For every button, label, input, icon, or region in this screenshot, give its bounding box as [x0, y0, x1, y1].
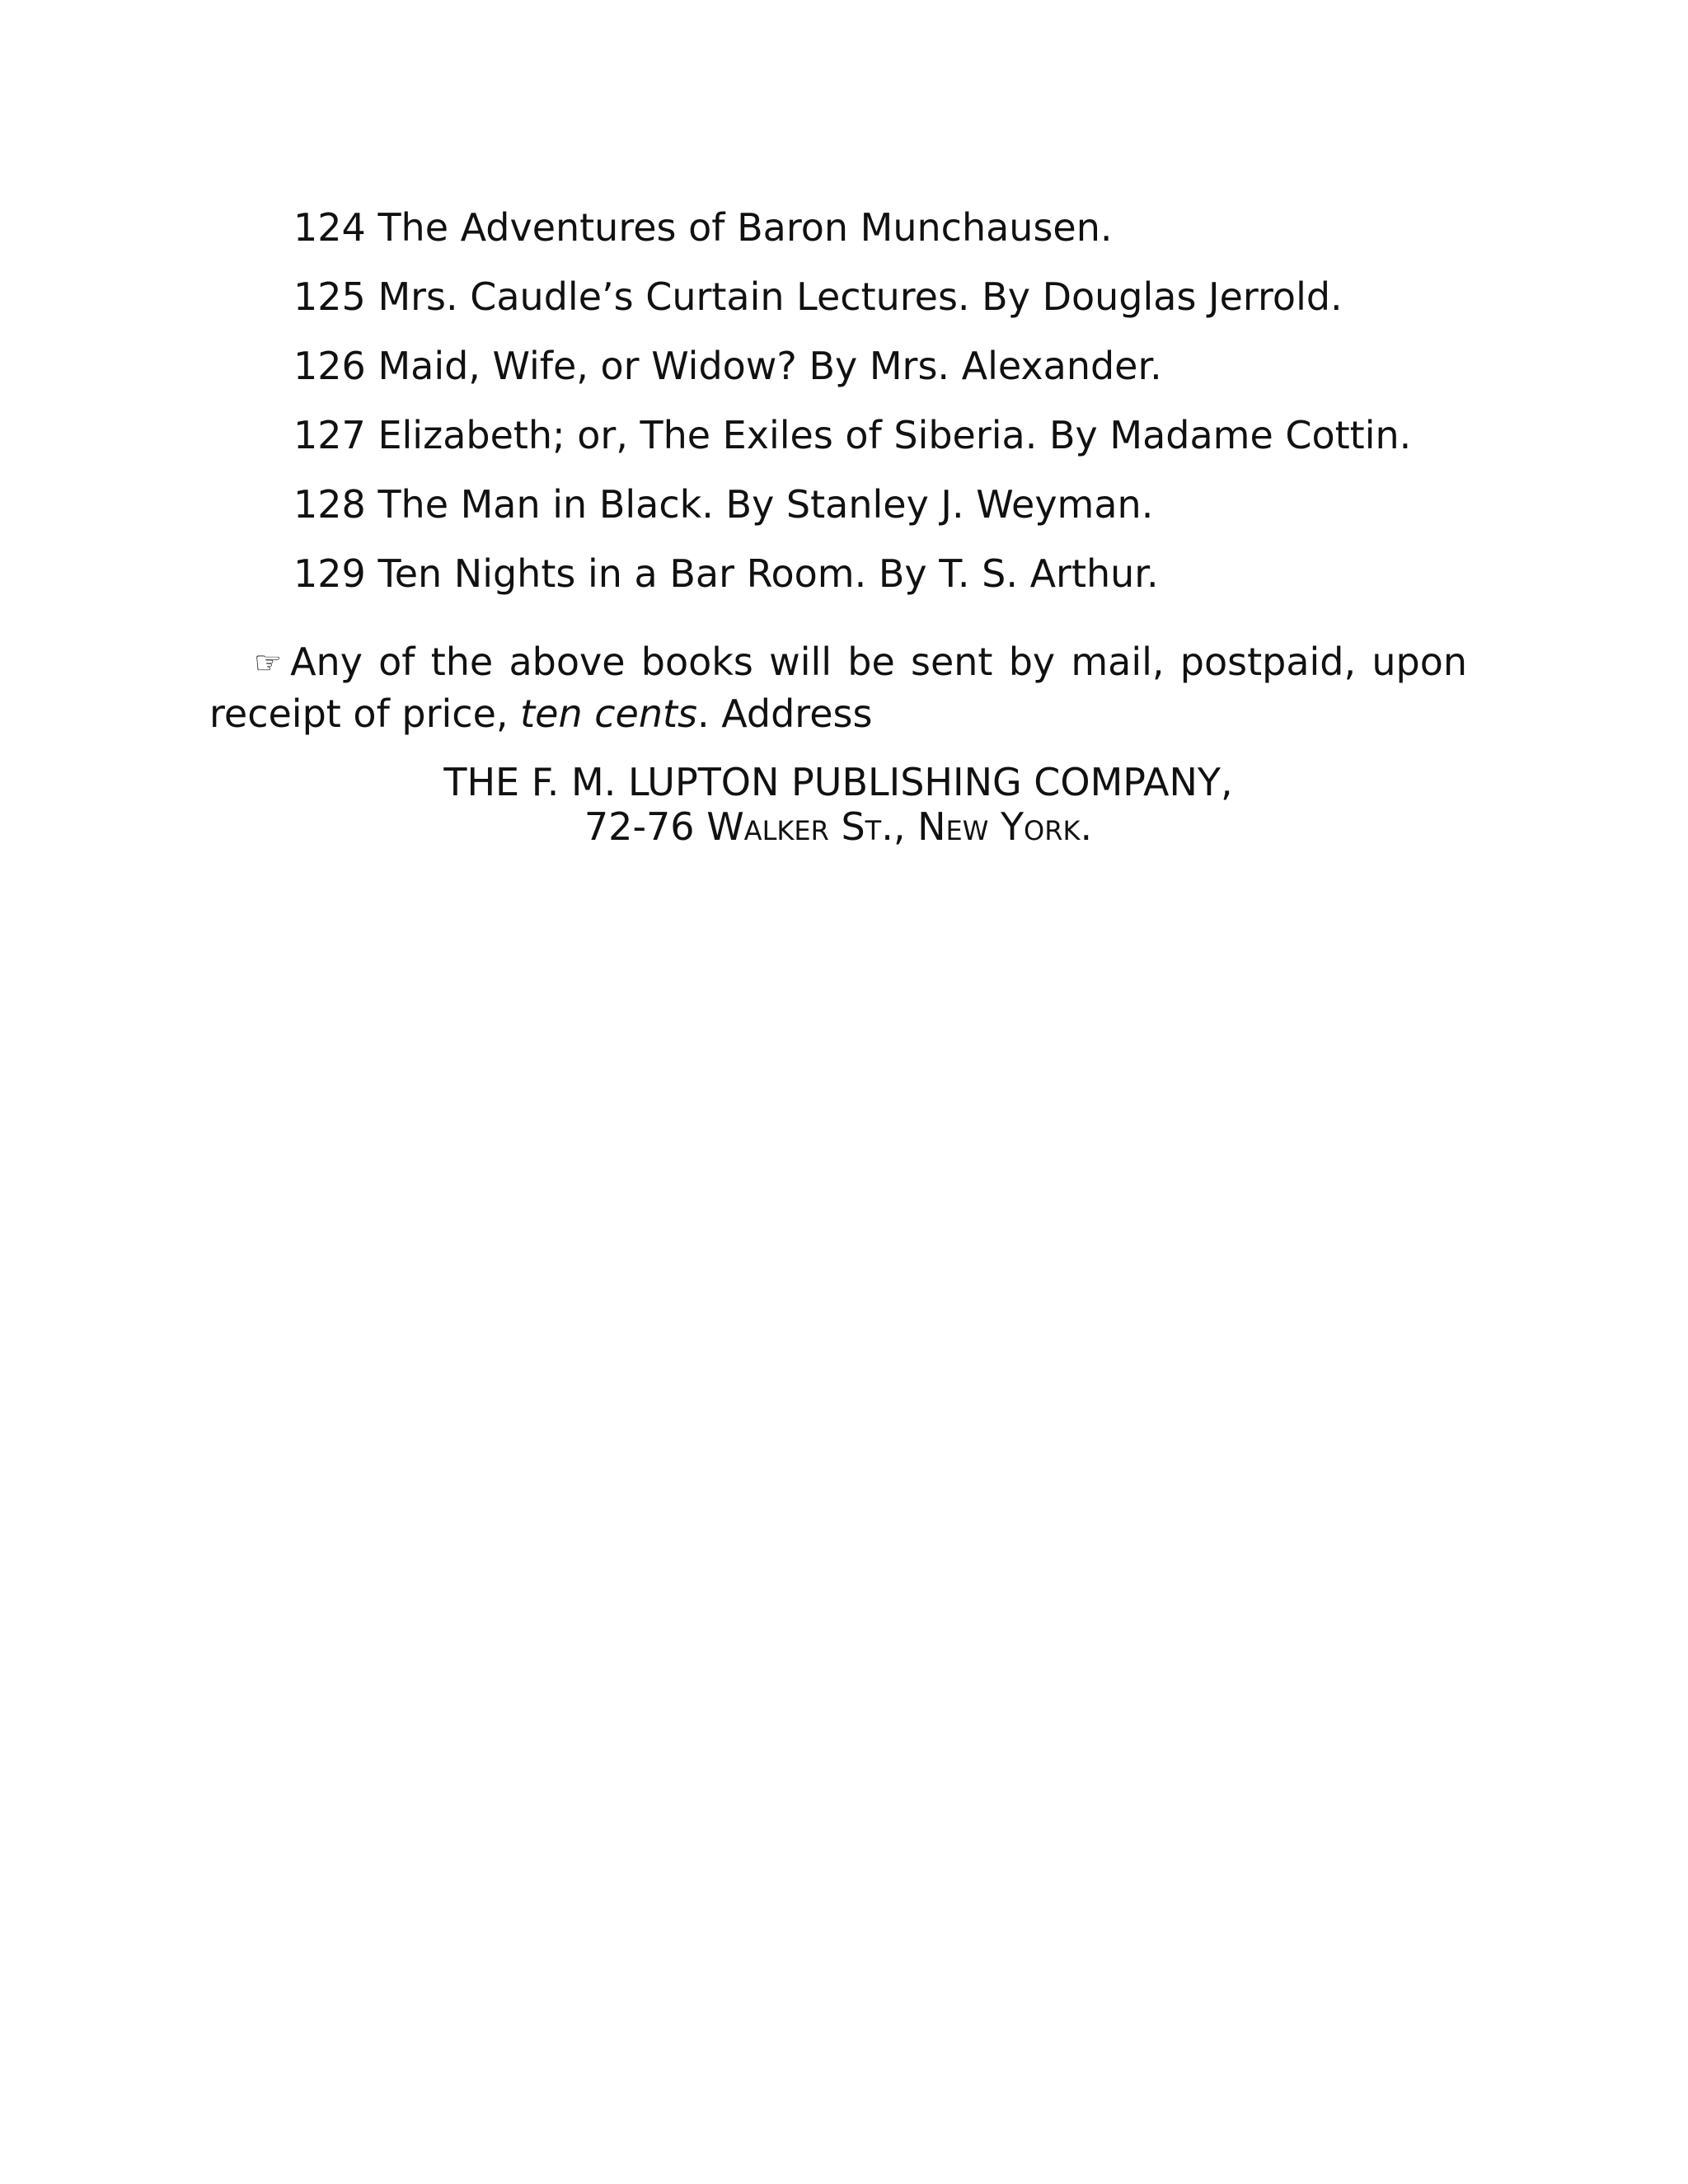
publisher-block: [209, 760, 1467, 849]
publisher-address: 72-76 Walker St., New York.: [584, 804, 1093, 849]
book-number: 126: [293, 344, 366, 388]
book-title: Mrs. Caudle’s Curtain Lectures. By Douglas Jerrold.: [377, 274, 1343, 319]
notice-address-label: . Address: [697, 691, 873, 736]
publisher-name: THE F. M. LUPTON PUBLISHING COMPANY,: [443, 760, 1233, 804]
notice-text: Any of the above books will be sent by mail, postpaid, upon receipt of price,: [209, 640, 1467, 736]
book-item-127: [293, 401, 1530, 470]
book-item-129: [293, 539, 1530, 608]
book-item-126: [293, 331, 1530, 401]
book-title: Maid, Wife, or Widow? By Mrs. Alexander.: [377, 344, 1162, 388]
book-item-128: [293, 470, 1530, 539]
book-number: 125: [293, 274, 366, 319]
book-title: Elizabeth; or, The Exiles of Siberia. By Madame Cottin.: [377, 413, 1412, 457]
pointing-hand-icon: ☞: [254, 644, 283, 681]
book-number: 127: [293, 413, 366, 457]
notice-price: ten cents: [520, 691, 697, 736]
book-number: 128: [293, 482, 366, 527]
book-item-125: [293, 262, 1530, 331]
book-item-124: [293, 193, 1530, 262]
book-title: The Adventures of Baron Munchausen.: [377, 205, 1113, 250]
book-title: Ten Nights in a Bar Room. By T. S. Arthur.: [377, 551, 1159, 596]
book-number: 129: [293, 551, 366, 596]
book-title: The Man in Black. By Stanley J. Weyman.: [377, 482, 1154, 527]
book-number: 124: [293, 205, 366, 250]
mail-order-notice: [209, 636, 1467, 739]
book-list: [293, 193, 1530, 608]
